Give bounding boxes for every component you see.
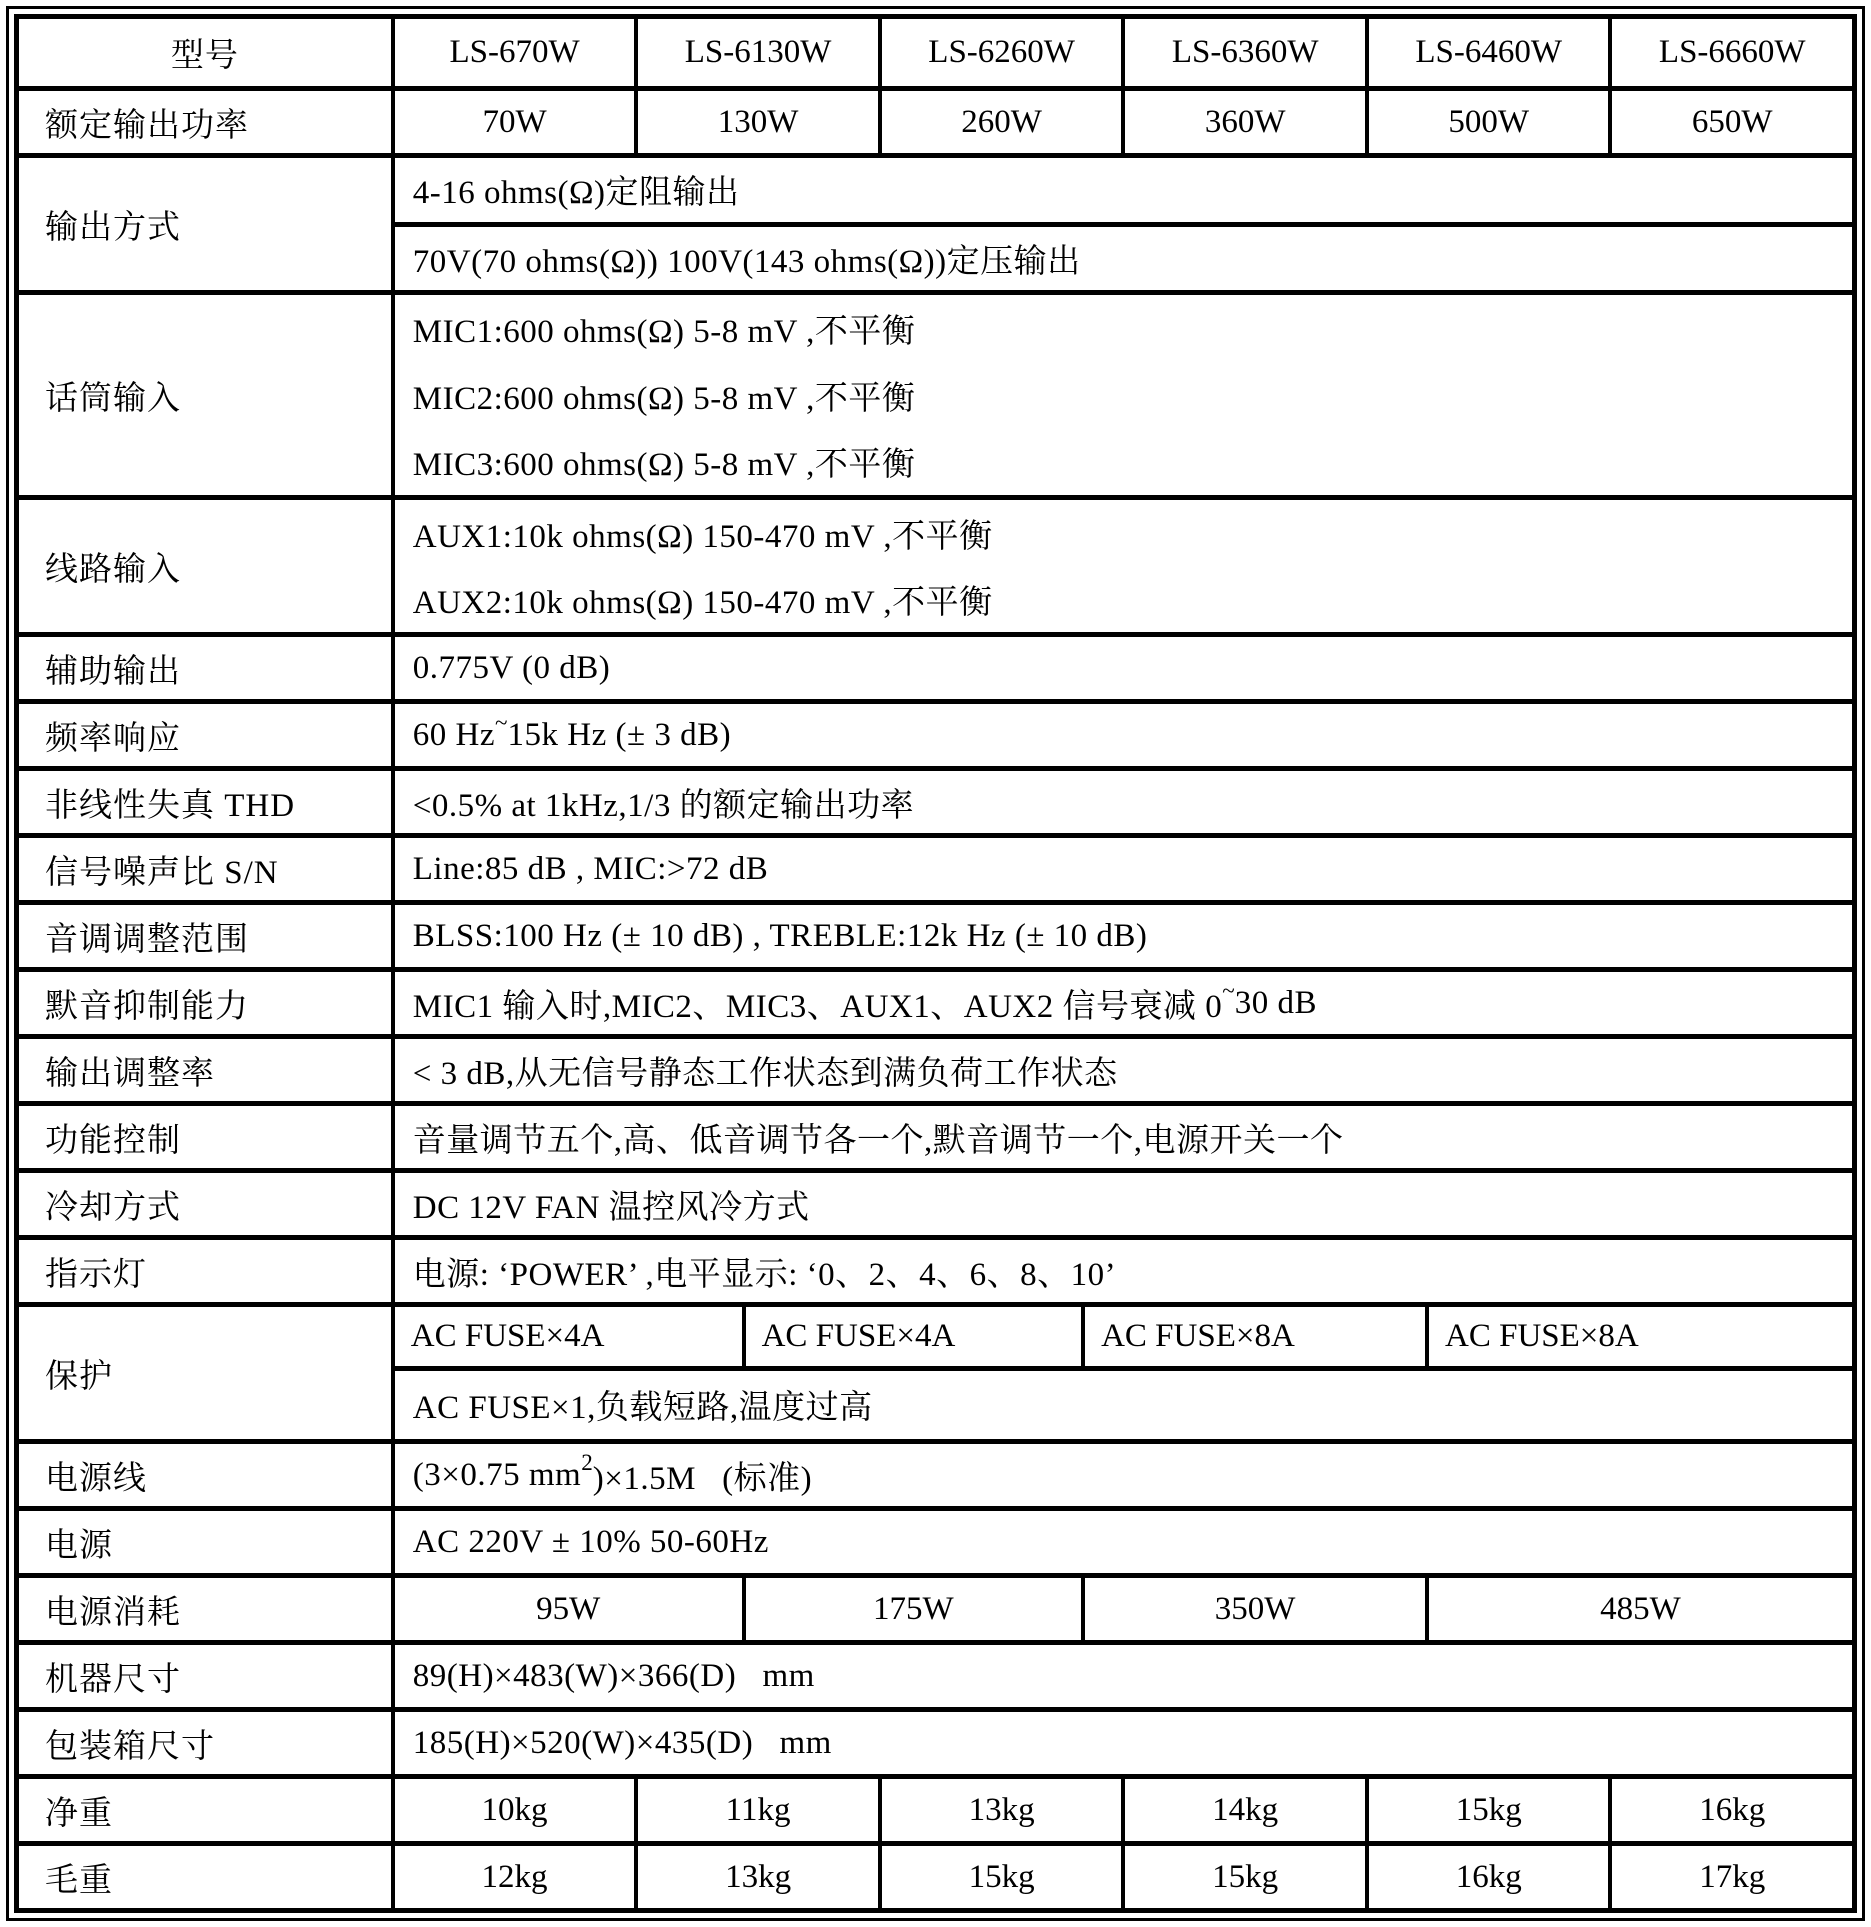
row-indicators [19,1235,1852,1302]
spec-text: 0.775V (0 dB) [412,649,611,686]
row-label: 额定输出功率 [19,91,395,153]
rated-power-cell: 130W [634,91,878,153]
consumption-cell: 485W [1425,1578,1852,1640]
spec-text: MIC1:600 ohms(Ω) 5-8 mV ,不平衡 [412,313,916,350]
row-aux-output [19,632,1852,699]
spec-text: AC 220V ± 10% 50-60Hz [412,1523,769,1560]
net-weight-cell: 11kg [634,1779,878,1841]
spec-text-pre: 60 Hz [412,716,495,753]
spec-text: MIC3:600 ohms(Ω) 5-8 mV ,不平衡 [412,447,916,484]
row-mic-input [19,290,1852,495]
row-snr [19,833,1852,900]
spec-text-post: 30 dB [1234,984,1318,1021]
row-label: 音调调整范围 [19,905,395,967]
spec-text: AUX2:10k ohms(Ω) 150-470 mV ,不平衡 [412,584,993,621]
model-name-cell: LS-6130W [634,19,878,86]
fuse-cell: AC FUSE×8A [1081,1307,1425,1366]
row-label: 输出方式 [19,158,395,290]
spec-text [395,972,1852,1034]
row-label: 非线性失真 THD [19,771,395,833]
models-cells [395,19,1852,86]
row-unit-size [19,1640,1852,1707]
net-weight-cell: 13kg [878,1779,1122,1841]
row-net-weight [19,1774,1852,1841]
row-label: 线路输入 [19,500,395,632]
fuse-cell: AC FUSE×4A [410,1317,605,1354]
row-label: 信号噪声比 S/N [19,838,395,900]
row-label: 话筒输入 [19,295,395,495]
spec-text: < 3 dB,从无信号静态工作状态到满负荷工作状态 [412,1055,1118,1092]
gross-weight-cell: 17kg [1608,1846,1852,1908]
spec-text: BLSS:100 Hz (± 10 dB) , TREBLE:12k Hz (± 10 dB) [412,917,1148,954]
row-power-supply [19,1506,1852,1573]
row-label: 输出调整率 [19,1039,395,1101]
model-name-cell: LS-670W [449,34,580,70]
gross-weight-cell: 12kg [481,1858,548,1895]
net-weight-cell: 14kg [1121,1779,1365,1841]
row-label: 默音抑制能力 [19,972,395,1034]
row-power-consumption [19,1573,1852,1640]
row-label: 电源 [19,1511,395,1573]
row-cooling [19,1168,1852,1235]
spec-text: 89(H)×483(W)×366(D) mm [412,1657,815,1694]
consumption-cells [395,1578,1852,1640]
spec-text: DC 12V FAN 温控风冷方式 [412,1189,810,1226]
model-name-cell: LS-6660W [1608,19,1852,86]
spec-text: <0.5% at 1kHz,1/3 的额定输出功率 [412,787,915,824]
spec-table [14,14,1857,1913]
row-label: 毛重 [19,1846,395,1908]
spec-text: AUX1:10k ohms(Ω) 150-470 mV ,不平衡 [412,518,993,555]
spec-text-pre: (3×0.75 mm [412,1456,582,1493]
row-label: 保护 [19,1307,395,1439]
model-name-cell: LS-6460W [1365,19,1609,86]
row-power-cord [19,1439,1852,1506]
rated-power-cell: 70W [482,103,547,140]
fuse-cell: AC FUSE×8A [1425,1307,1852,1366]
row-label: 机器尺寸 [19,1645,395,1707]
output-mode-subrow [395,158,1852,222]
squared-superscript: 2 [581,1448,593,1475]
line-input-lines [395,500,1852,632]
consumption-cell: 350W [1081,1578,1425,1640]
rated-power-cell: 260W [878,91,1122,153]
row-output-mode [19,153,1852,290]
fuse-cells-subrow [395,1307,1852,1366]
row-line-input [19,495,1852,632]
consumption-cell: 175W [742,1578,1082,1640]
model-name-cell: LS-6360W [1121,19,1365,86]
protection-text-subrow [395,1366,1852,1440]
row-label: 电源线 [19,1444,395,1506]
output-mode-subrows [395,158,1852,290]
row-label: 功能控制 [19,1106,395,1168]
row-models [19,19,1852,86]
spec-text [395,1444,1852,1506]
document-frame [6,6,1865,1921]
net-weight-cell: 15kg [1365,1779,1609,1841]
spec-text: MIC2:600 ohms(Ω) 5-8 mV ,不平衡 [412,380,916,417]
row-package-size [19,1707,1852,1774]
rated-power-cells [395,91,1852,153]
mic-input-lines [395,295,1852,495]
spec-text: 185(H)×520(W)×435(D) mm [412,1724,832,1761]
spec-text: 电源: ‘POWER’ ,电平显示: ‘0、2、4、6、8、10’ [412,1256,1117,1293]
spec-text [395,704,1852,766]
gross-weight-cell: 13kg [634,1846,878,1908]
row-protection [19,1302,1852,1439]
spec-text: 音量调节五个,高、低音调节各一个,默音调节一个,电源开关一个 [412,1122,1344,1159]
gross-weight-cell: 15kg [1121,1846,1365,1908]
row-label: 净重 [19,1779,395,1841]
row-label: 电源消耗 [19,1578,395,1640]
row-label: 指示灯 [19,1240,395,1302]
fuse-cell: AC FUSE×4A [742,1307,1082,1366]
row-rated-power [19,86,1852,153]
spec-text-post: )×1.5M (标准) [592,1460,813,1497]
gross-weight-cell: 15kg [878,1846,1122,1908]
row-label: 辅助输出 [19,637,395,699]
spec-text: AC FUSE×1,负载短路,温度过高 [412,1390,873,1427]
rated-power-cell: 500W [1365,91,1609,153]
spec-text-post: 15k Hz (± 3 dB) [507,716,732,753]
spec-text: 4-16 ohms(Ω)定阻输出 [412,175,740,212]
model-name-cell: LS-6260W [878,19,1122,86]
tilde-superscript: ~ [1222,976,1235,1003]
net-weight-cells [395,1779,1852,1841]
row-mute-suppression [19,967,1852,1034]
row-thd [19,766,1852,833]
row-gross-weight [19,1841,1852,1908]
gross-weight-cell: 16kg [1365,1846,1609,1908]
row-label: 型号 [19,19,395,86]
spec-text: 70V(70 ohms(Ω)) 100V(143 ohms(Ω))定压输出 [412,243,1081,280]
protection-subrows [395,1307,1852,1439]
output-mode-subrow [395,222,1852,291]
rated-power-cell: 650W [1608,91,1852,153]
row-output-regulation [19,1034,1852,1101]
row-label: 冷却方式 [19,1173,395,1235]
row-tone-range [19,900,1852,967]
row-freq-response [19,699,1852,766]
spec-text: Line:85 dB , MIC:>72 dB [412,850,769,887]
tilde-superscript: ~ [494,708,508,735]
spec-text-pre: MIC1 输入时,MIC2、MIC3、AUX1、AUX2 信号衰减 0 [412,988,1223,1025]
gross-weight-cells [395,1846,1852,1908]
consumption-cell: 95W [536,1590,601,1627]
row-label: 包装箱尺寸 [19,1712,395,1774]
row-label: 频率响应 [19,704,395,766]
row-function-control [19,1101,1852,1168]
net-weight-cell: 10kg [481,1791,548,1828]
net-weight-cell: 16kg [1608,1779,1852,1841]
rated-power-cell: 360W [1121,91,1365,153]
